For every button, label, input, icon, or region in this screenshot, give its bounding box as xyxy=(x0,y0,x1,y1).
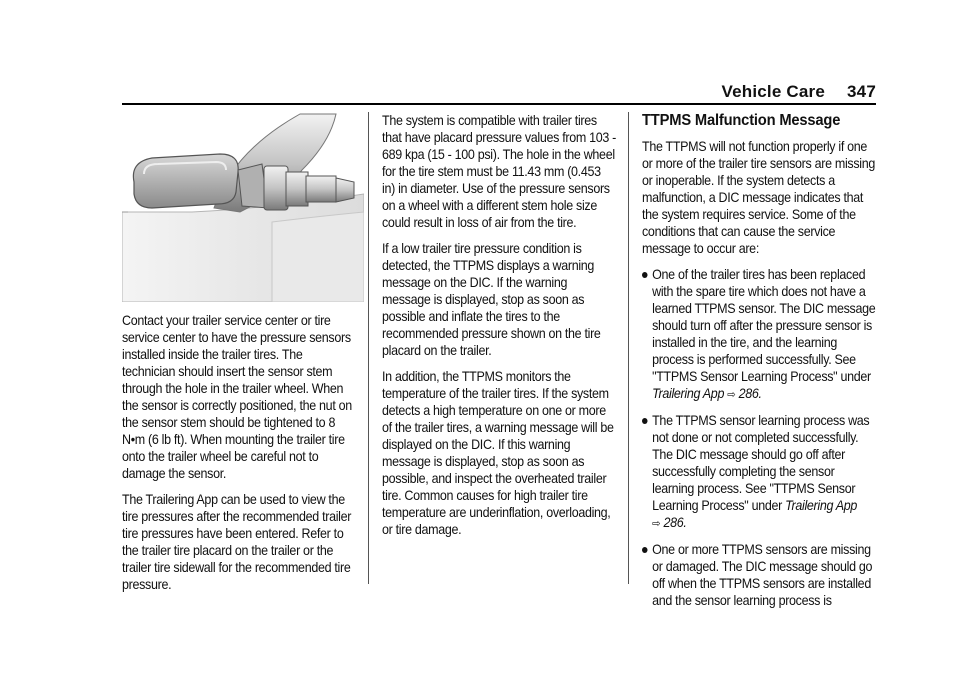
paragraph: The Trailering App can be used to view the tire pressures after the recommended trailer tire pressures have been entered. Refer to the trailer tire placard on the trailer or the trailer tire sidewall for the recommended tire pressure. xyxy=(122,492,352,592)
paragraph: If a low trailer tire pressure condition is detected, the TTPMS displays a warning message on the DIC. If the warning message is displayed, stop as soon as possible and inflate the tires to the recommended pressure shown on the tire placard on the trailer. xyxy=(382,241,601,358)
paragraph: Contact your trailer service center or tire service center to have the pressure sensors installed inside the trailer tires. The technician should insert the sensor stem through the hole in the trailer wheel. When the sensor is correctly positioned, the nut on the sensor stem should be tightened to 8 N•m (6 lb ft). When mounting the trailer tire onto the trailer wheel be careful not to damage the sensor. xyxy=(122,313,352,481)
column-divider xyxy=(368,112,369,584)
column-right xyxy=(642,112,878,617)
bullet-icon xyxy=(642,547,648,553)
cross-reference-link[interactable]: Trailering App xyxy=(785,498,858,513)
column-divider xyxy=(628,112,629,584)
list-item xyxy=(642,412,878,533)
paragraph: The TTPMS will not function properly if one or more of the trailer tire sensors are missing or inoperable. If the system detects a malfunction, a DIC message indicates that the system requires service. Some of the conditions that can cause the service message to occur are: xyxy=(642,139,876,256)
page-header xyxy=(722,82,877,102)
cross-reference-link[interactable]: Trailering App xyxy=(652,386,725,401)
tpms-sensor-illustration xyxy=(122,112,364,302)
section-heading: TTPMS Malfunction Message xyxy=(642,112,841,129)
paragraph: In addition, the TTPMS monitors the temperature of the trailer tires. If the system detects a high temperature on one or more of the trailer tires, a warning message will be displayed on the DIC. If this warning message is displayed, stop as soon as possible, and inspect the overheated trailer tire. Common causes for high trailer tire temperature are underinflation, overloading, or tire damage. xyxy=(382,369,614,537)
bullet-list xyxy=(642,266,878,609)
page-number: 347 xyxy=(847,82,876,101)
page-ref-arrow-icon: ⇨ xyxy=(727,389,736,401)
paragraph: The system is compatible with trailer tires that have placard pressure values from 103 - 689 kpa (15 - 100 psi). The hole in the wheel for the tire stem must be 11.43 mm (0.453 in) in diameter. Use of the pressure sensors on a wheel with a different stem hole size could result in loss of air from the tire. xyxy=(382,113,617,230)
section-title: Vehicle Care xyxy=(721,82,826,101)
list-item-text: One of the trailer tires has been replaced with the spare tire which does not have a learned TTPMS sensor. The DIC message should turn off after the pressure sensor is installed in the tire, and the learning process is performed successfully. See "TTPMS Sensor Learning Process" under xyxy=(652,267,876,384)
bullet-icon xyxy=(642,418,648,424)
list-item xyxy=(642,266,878,404)
list-item-text: The TTPMS sensor learning process was not done or not completed successfully. The DIC message should go off after successfully completing the sensor learning process. See "TTPMS Sensor Learning Process" under xyxy=(652,413,870,513)
page-ref-link[interactable]: 286. xyxy=(663,515,687,530)
list-item-text: One or more TTPMS sensors are missing or damaged. The DIC message should go off when the TTPMS sensors are installed and the sensor learning process is xyxy=(652,542,873,608)
page-ref-arrow-icon: ⇨ xyxy=(652,518,661,530)
column-middle xyxy=(382,112,617,547)
page-ref-link[interactable]: 286. xyxy=(738,386,762,401)
header-rule xyxy=(122,103,876,105)
column-left xyxy=(122,312,357,602)
list-item xyxy=(642,541,878,609)
bullet-icon xyxy=(642,272,648,278)
